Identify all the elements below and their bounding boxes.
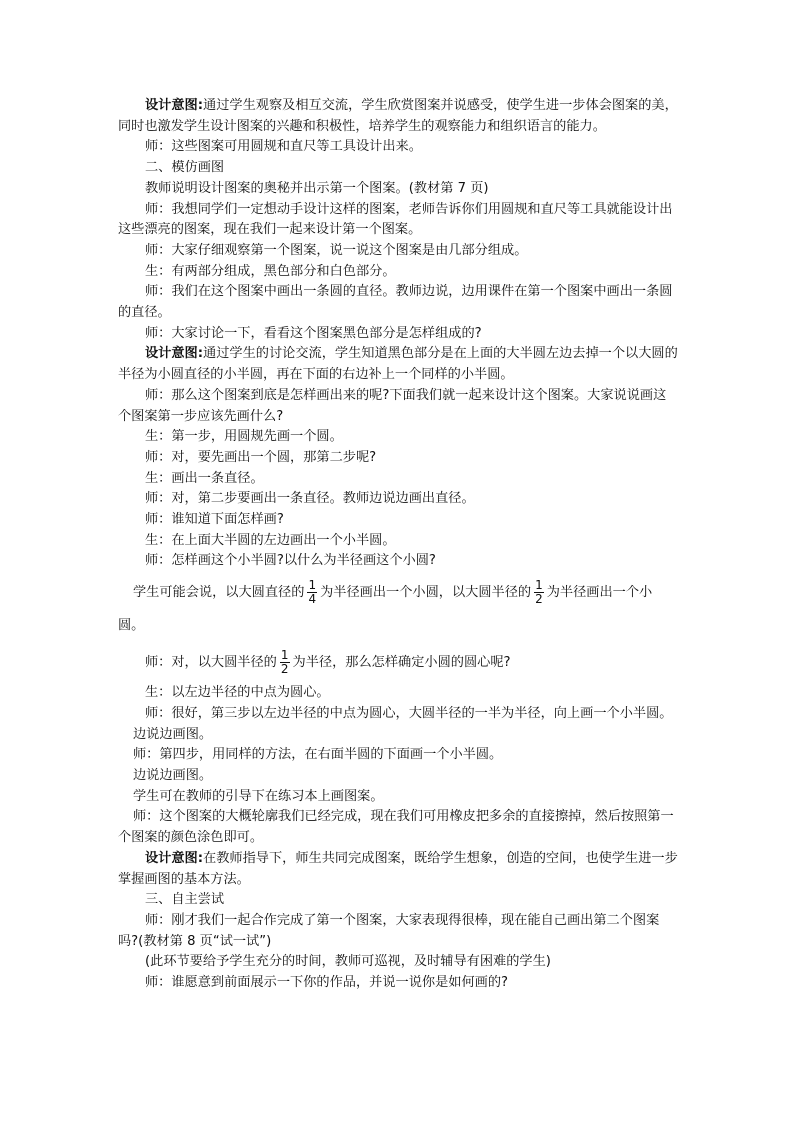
paragraph: (此环节要给予学生充分的时间，教师可巡视，及时辅导有困难的学生) <box>145 954 551 970</box>
teacher-line: 师：刚才我们一起合作完成了第一个图案，大家表现得很棒，现在能自己画出第二个图案吗?(教材第 8 页“试一试”) <box>118 912 660 949</box>
design-intent-label: 设计意图: <box>145 346 204 362</box>
paragraph-text: 在教师指导下，师生共同完成图案，既给学生想象，创造的空间，也使学生进一步掌握画图的基本方法。 <box>118 850 678 887</box>
fraction-denominator: 2 <box>280 661 289 676</box>
teacher-line: 师：对，要先画出一个圆，那第二步呢? <box>145 449 377 465</box>
student-line: 生：第一步，用圆规先画一个圆。 <box>145 429 343 445</box>
student-line: 生：以左边半径的中点为圆心。 <box>145 685 330 701</box>
fraction-paragraph <box>118 646 678 679</box>
paragraph-text: 为半径画出一个小圆，以大圆半径的 <box>320 585 532 601</box>
paragraph-text: 通过学生观察及相互交流，学生欣赏图案并说感受，使学生进一步体会图案的美，同时也激发学生设计图案的兴趣和积极性，培养学生的观察能力和组织语言的能力。 <box>118 98 678 134</box>
student-line: 生：画出一条直径。 <box>145 470 264 486</box>
fraction-denominator: 4 <box>308 591 317 606</box>
design-intent-label: 设计意图: <box>145 98 204 113</box>
design-intent-paragraph <box>118 849 678 890</box>
fraction-one-quarter <box>307 579 317 606</box>
teacher-line: 师：这个图案的大概轮廓我们已经完成，现在我们可用橡皮把多余的直接擦掉，然后按照第一个图案的颜色涂色即可。 <box>118 809 674 846</box>
paragraph: 边说边画图。 <box>133 726 213 742</box>
teacher-line: 师：第四步，用同样的方法，在右面半圆的下面画一个小半圆。 <box>133 747 503 763</box>
teacher-line: 师：大家讨论一下，看看这个图案黑色部分是怎样组成的? <box>145 325 482 341</box>
teacher-line: 师：对，第二步要画出一条直径。教师边说边画出直径。 <box>145 491 475 507</box>
student-line: 生：有两部分组成，黑色部分和白色部分。 <box>145 263 396 279</box>
fraction-denominator: 2 <box>535 591 543 606</box>
teacher-line: 师：很好，第三步以左边半径的中点为圆心，大圆半径的一半为半径，向上画一个小半圆。 <box>145 705 673 721</box>
design-intent-label: 设计意图: <box>145 850 204 866</box>
teacher-line: 师：这些图案可用圆规和直尺等工具设计出来。 <box>145 139 422 155</box>
fraction-numerator: 1 <box>308 577 317 592</box>
section-heading-imitate-drawing: 二、模仿画图 <box>145 160 225 176</box>
paragraph: 边说边画图。 <box>133 767 213 783</box>
fraction-one-half <box>280 649 290 676</box>
paragraph-text: 为半径画出一个小圆。 <box>118 585 653 634</box>
fraction-numerator: 1 <box>535 577 543 592</box>
paragraph-text: 师：对，以大圆半径的 <box>145 655 277 671</box>
document-body <box>118 96 678 994</box>
teacher-line: 师：那么这个图案到底是怎样画出来的呢?下面我们就一起来设计这个图案。大家说说画这个图案第一步应该先画什么? <box>118 387 667 424</box>
design-intent-paragraph <box>118 96 678 137</box>
paragraph-text: 学生可能会说，以大圆直径的 <box>133 585 305 601</box>
teacher-line: 师：我想同学们一定想动手设计这样的图案，老师告诉你们用圆规和直尺等工具就能设计出这些漂亮的图案，现在我们一起来设计第一个图案。 <box>118 201 673 238</box>
student-line: 生：在上面大半圆的左边画出一个小半圆。 <box>145 532 396 548</box>
paragraph: 教师说明设计图案的奥秘并出示第一个图案。(教材第 7 页) <box>145 180 489 196</box>
teacher-line: 师：谁知道下面怎样画? <box>145 512 284 528</box>
teacher-line: 师：大家仔细观察第一个图案，说一说这个图案是由几部分组成。 <box>145 242 528 258</box>
fraction-paragraph <box>118 576 678 642</box>
fraction-numerator: 1 <box>280 647 289 662</box>
paragraph-text: 为半径，那么怎样确定小圆的圆心呢? <box>292 655 511 671</box>
teacher-line: 师：怎样画这个小半圆?以什么为半径画这个小圆? <box>145 553 436 569</box>
paragraph-text: 通过学生的讨论交流，学生知道黑色部分是在上面的大半圆左边去掉一个以大圆的半径为小圆直径的小半圆，再在下面的右边补上一个同样的小半圆。 <box>118 346 678 383</box>
teacher-line: 师：谁愿意到前面展示一下你的作品，并说一说你是如何画的? <box>145 975 509 991</box>
design-intent-paragraph <box>118 344 678 385</box>
section-heading-self-try: 三、自主尝试 <box>145 892 225 908</box>
teacher-line: 师：我们在这个图案中画出一条圆的直径。教师边说，边用课件在第一个图案中画出一条圆的直径。 <box>118 284 673 321</box>
paragraph: 学生可在教师的引导下在练习本上画图案。 <box>133 788 384 804</box>
fraction-one-half <box>534 579 544 606</box>
